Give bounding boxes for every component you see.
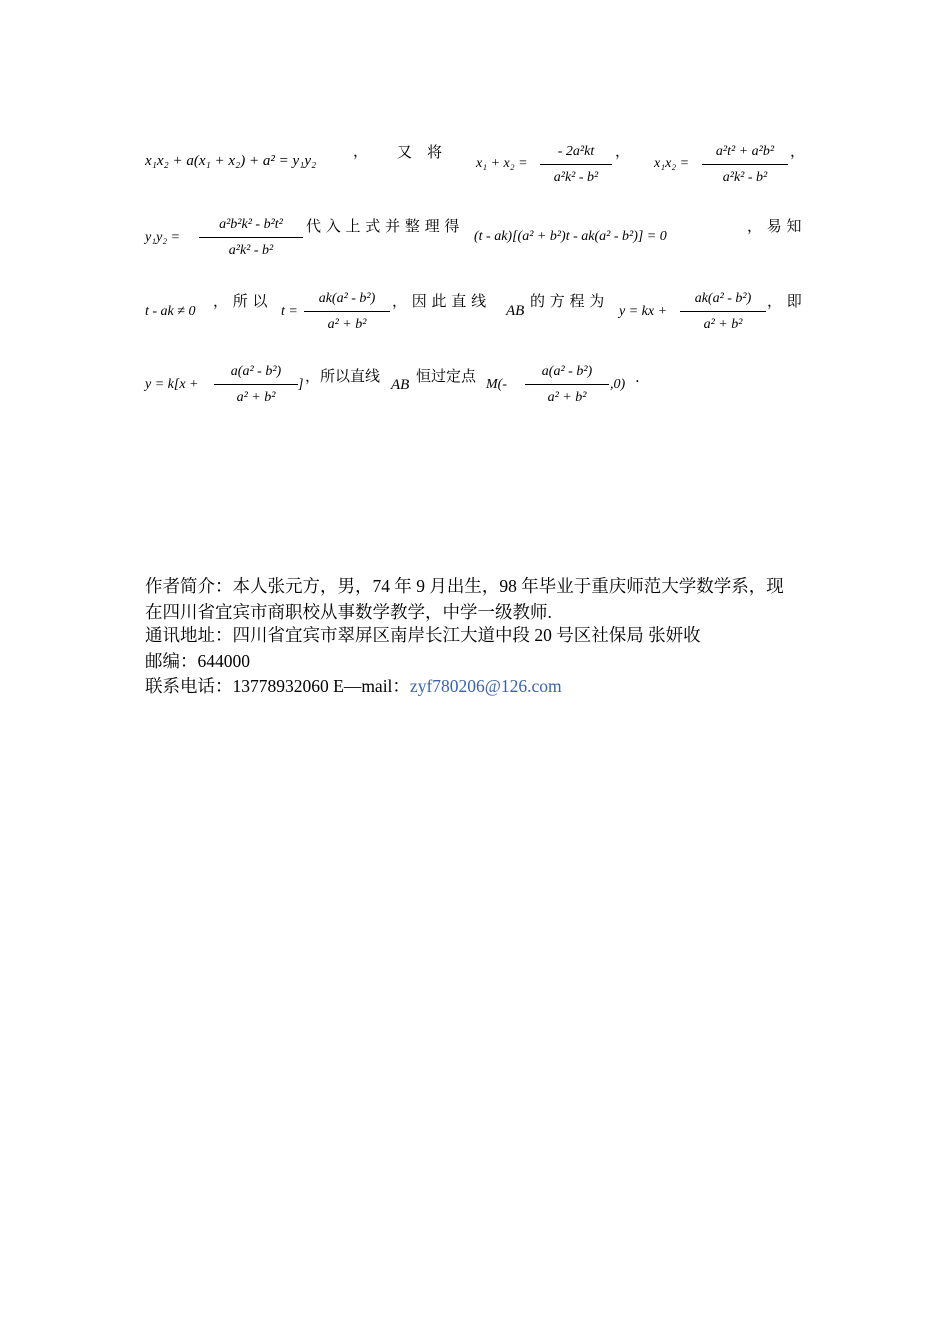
sum-lhs: x₁ + x₂ = <box>476 156 528 171</box>
factored-equation: (t - ak)[(a² + b²)t - ak(a² - b²)] = 0 <box>474 229 667 244</box>
text-substitute: 代 入 上 式 并 整 理 得 <box>306 217 460 235</box>
line-equation-lhs: y = k[x + <box>145 377 199 392</box>
fraction-bar <box>199 237 303 238</box>
equation-x1x2-relation: x₁x₂ + a(x₁ + x₂) + a² = y₁y₂ <box>145 153 317 169</box>
line-ab: AB <box>391 377 410 393</box>
line-equation-denominator: a² + b² <box>236 390 276 405</box>
contact-phone-label: 联系电话：13778932060 E—mail： <box>145 676 410 696</box>
line-equation-numerator: a(a² - b²) <box>230 364 282 379</box>
fraction-bar <box>540 164 612 165</box>
mailing-address: 通讯地址：四川省宜宾市翠屏区南岸长江大道中段 20 号区社保局 张妍收 <box>145 625 701 645</box>
y-fraction <box>680 289 766 335</box>
y1y2-fraction <box>199 215 303 261</box>
text-yinci: ， 因 此 直 线 <box>392 292 487 310</box>
closing-bracket: ] <box>298 377 304 392</box>
comma: ， <box>790 142 806 160</box>
t-denominator: a² + b² <box>327 317 367 332</box>
sum-numerator: - 2a²kt <box>557 144 595 159</box>
contact-line <box>145 673 562 699</box>
product-denominator: a²k² - b² <box>722 170 768 185</box>
product-fraction <box>702 142 788 188</box>
text-you-jiang: 又 将 <box>397 143 443 161</box>
fraction-bar <box>525 384 609 385</box>
fraction-bar <box>214 384 298 385</box>
t-numerator: ak(a² - b²) <box>318 291 376 306</box>
y-lhs: y = kx + <box>619 304 668 319</box>
y1y2-lhs: y₁y₂ = <box>145 230 181 245</box>
t-fraction <box>304 289 390 335</box>
fraction-bar <box>304 311 390 312</box>
text-yizhi: ， 易 知 <box>747 217 802 235</box>
postcode: 邮编：644000 <box>145 651 250 671</box>
text-ji: ， 即 <box>767 292 802 310</box>
author-intro-line1: 作者简介：本人张元方，男，74 年 9 月出生，98 年毕业于重庆师范大学数学系，现 <box>145 576 784 596</box>
y1y2-numerator: a²b²k² - b²t² <box>219 217 283 232</box>
y1y2-denominator: a²k² - b² <box>228 243 274 258</box>
fixed-point-tail: ,0) <box>610 377 626 392</box>
period: . <box>635 368 640 386</box>
sum-fraction <box>540 142 612 188</box>
t-lhs: t = <box>281 304 298 319</box>
product-numerator: a²t² + a²b² <box>715 144 775 159</box>
email-link[interactable]: zyf780206@126.com <box>409 676 562 696</box>
sum-denominator: a²k² - b² <box>553 170 599 185</box>
fraction-bar <box>702 164 788 165</box>
text-fangcheng: 的 方 程 为 <box>530 292 605 310</box>
text-suoyi-zhixian: ，所以直线 <box>305 367 381 385</box>
text-suoyi: ， 所 以 <box>213 292 268 310</box>
fixed-point-numerator: a(a² - b²) <box>541 364 593 379</box>
product-lhs: x₁x₂ = <box>654 156 690 171</box>
comma: ， <box>615 142 631 160</box>
fixed-point-denominator: a² + b² <box>547 390 587 405</box>
y-numerator: ak(a² - b²) <box>694 291 752 306</box>
comma: ， <box>353 142 369 160</box>
line-equation-fraction <box>214 362 298 408</box>
text-hengguo: 恒过定点 <box>416 367 477 385</box>
fixed-point-fraction <box>525 362 609 408</box>
fraction-bar <box>680 311 766 312</box>
inequality: t - ak ≠ 0 <box>145 304 196 319</box>
line-ab: AB <box>506 303 525 319</box>
fixed-point-lhs: M(- <box>486 377 507 392</box>
author-intro-line2: 在四川省宜宾市商职校从事数学教学，中学一级教师. <box>145 602 552 622</box>
y-denominator: a² + b² <box>703 317 743 332</box>
